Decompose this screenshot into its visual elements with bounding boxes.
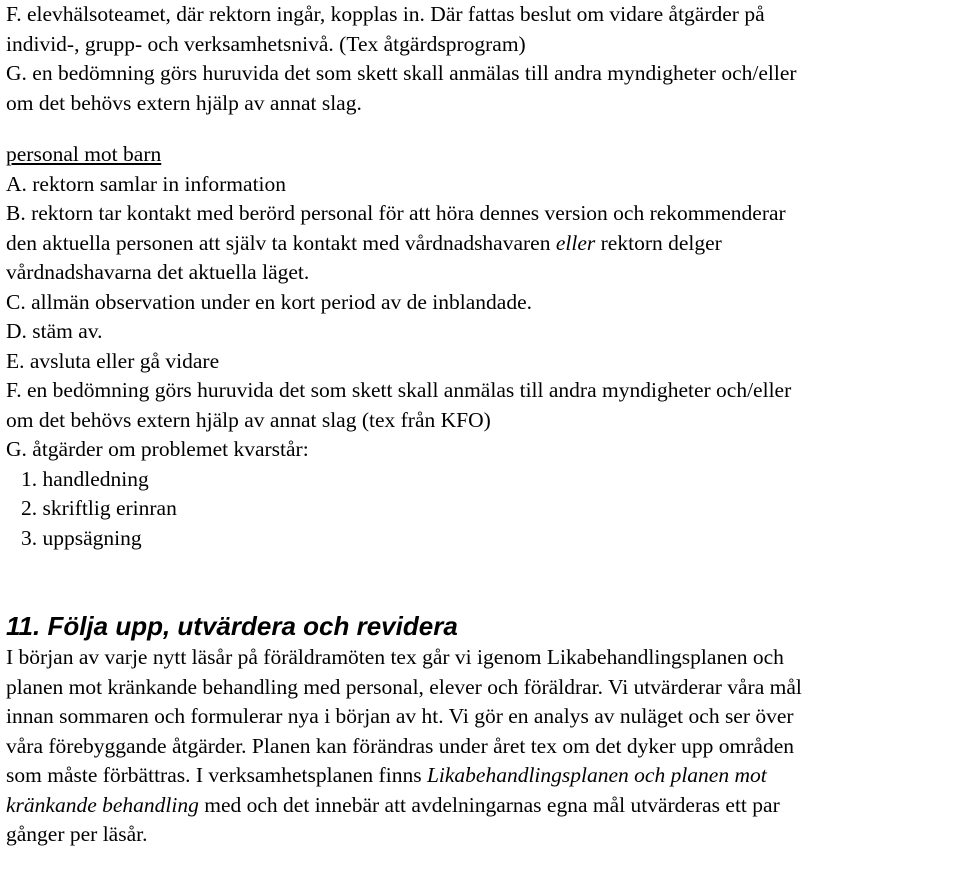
- list-item-continued: om det behövs extern hjälp av annat slag (tex från KFO): [6, 407, 491, 432]
- paragraph-line: [6, 791, 958, 821]
- list-item: F. en bedömning görs huruvida det som skett skall anmälas till andra myndigheter och/eller: [6, 378, 792, 402]
- sub-list-item: 2. skriftlig erinran: [21, 496, 177, 520]
- text-line: G. en bedömning görs huruvida det som skett skall anmälas till andra myndigheter och/eller: [6, 61, 797, 85]
- document-page: [6, 0, 958, 850]
- list-item: E. avsluta eller gå vidare: [6, 348, 220, 373]
- list-item: B. rektorn tar kontakt med berörd personal för att höra dennes version och rekommenderar: [6, 201, 786, 225]
- list-item: A. rektorn samlar in information: [6, 171, 287, 196]
- list-item: C. allmän observation under en kort period av de inblandade.: [6, 289, 532, 314]
- paragraph-line: gånger per läsår.: [6, 822, 148, 846]
- sub-list-item: 1. handledning: [21, 466, 149, 491]
- sub-list-item: 3. uppsägning: [21, 525, 142, 550]
- text-run: den aktuella personen att själv ta kontakt med vårdnadshavaren: [6, 230, 556, 255]
- list-item-continued: [6, 229, 958, 259]
- paragraph-line: I början av varje nytt läsår på föräldramöten tex går vi igenom Likabehandlingsplanen och: [6, 645, 784, 669]
- emphasis-text: Likabehandlingsplanen och planen mot: [426, 763, 767, 787]
- paragraph-line: [6, 761, 958, 791]
- text-run: med och det innebär att avdelningarnas egna mål utvärderas ett par: [198, 792, 780, 817]
- text-line: F. elevhälsoteamet, där rektorn ingår, kopplas in. Där fattas beslut om vidare åtgärder på: [6, 2, 765, 26]
- paragraph-line: våra förebyggande åtgärder. Planen kan förändras under året tex om det dyker upp områden: [6, 733, 795, 758]
- list-item: G. åtgärder om problemet kvarstår:: [6, 437, 309, 461]
- emphasis-text: eller: [555, 230, 596, 255]
- list-item-continued: vårdnadshavarna det aktuella läget.: [6, 260, 310, 284]
- subsection-title: personal mot barn: [6, 142, 162, 166]
- list-item: D. stäm av.: [6, 319, 103, 343]
- paragraph-line: innan sommaren och formulerar nya i början av ht. Vi gör en analys av nuläget och ser över: [6, 704, 794, 728]
- section-heading: 11. Följa upp, utvärdera och revidera: [6, 611, 458, 641]
- text-line: om det behövs extern hjälp av annat slag.: [6, 90, 362, 115]
- text-run: rektorn delger: [595, 230, 722, 255]
- text-line: individ-, grupp- och verksamhetsnivå. (Tex åtgärdsprogram): [6, 31, 526, 56]
- text-run: som måste förbättras. I verksamhetsplanen finns: [6, 763, 427, 787]
- paragraph-line: planen mot kränkande behandling med personal, elever och föräldrar. Vi utvärderar våra mål: [6, 674, 802, 699]
- emphasis-text: kränkande behandling: [6, 792, 199, 817]
